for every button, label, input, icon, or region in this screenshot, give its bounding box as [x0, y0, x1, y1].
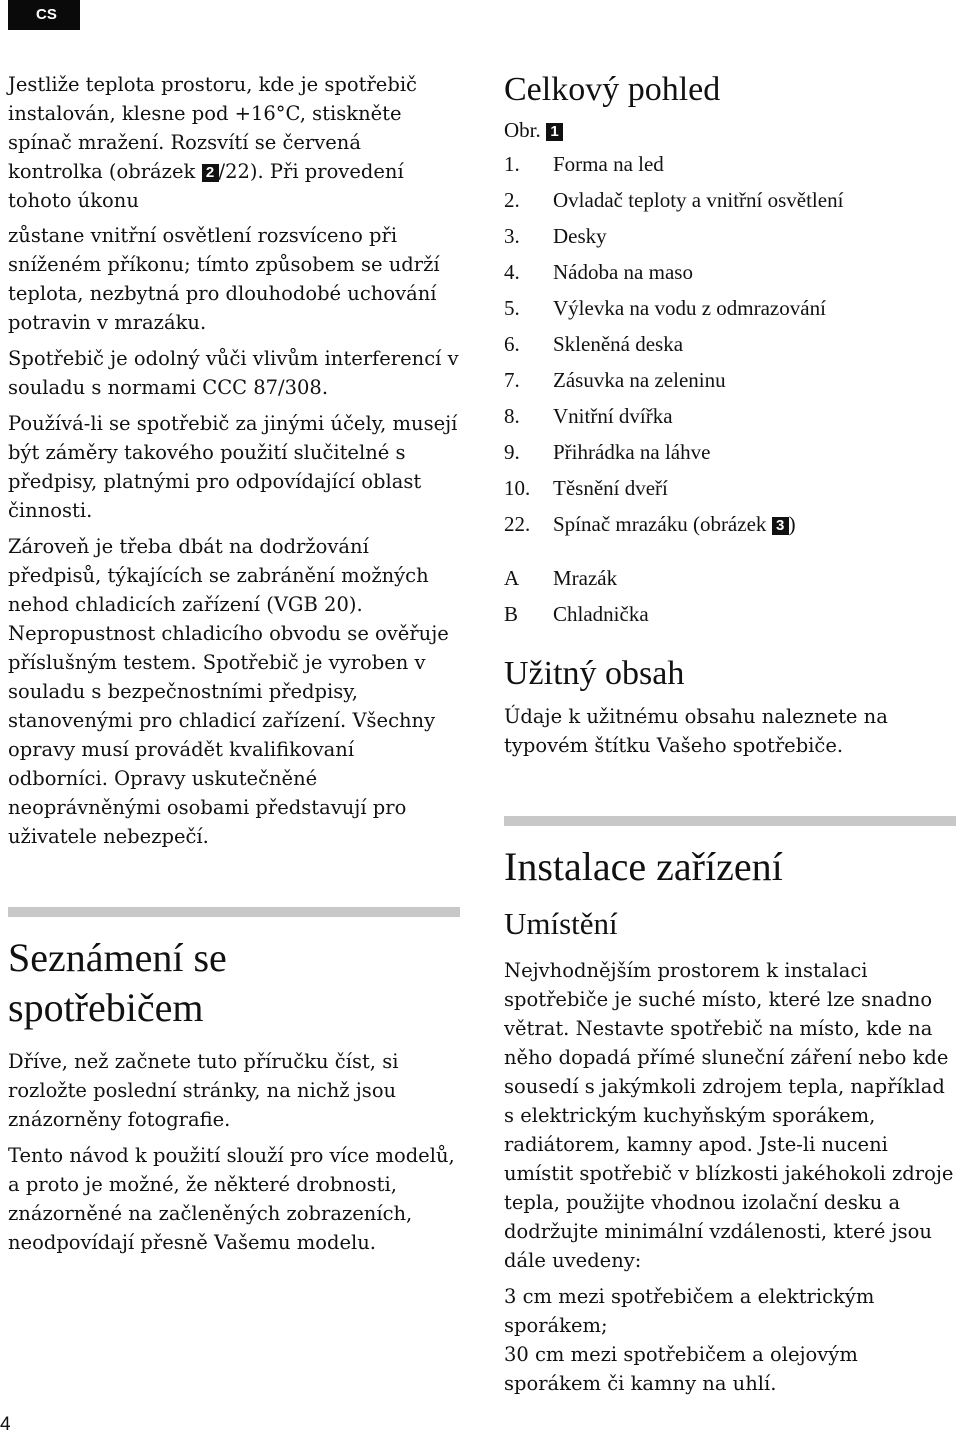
paragraph-distance-electric: 3 cm mezi spotřebičem a elektrickým sporákem;: [504, 1285, 875, 1337]
left-column: [8, 70, 460, 1257]
parts-list: [504, 146, 956, 542]
figure-reference-badge: 1: [546, 123, 563, 141]
list-item: 7. Zásuvka na zeleninu: [504, 368, 726, 392]
paragraph-safety: Zároveň je třeba dbát na dodržování předpisů, týkajících se zabránění možných nehod chladicích zařízení (VGB 20). Nepropustnost chladicího obvodu se ověřuje příslušným testem. Spotřebič je vyroben v souladu s bezpečnostními předpisy, stanovenými pro chladicí zařízení. Všechny opravy musí provádět kvalifikovaní odborníci. Opravy uskutečněné neoprávněnými osobami představují pro uživatele nebezpečí.: [8, 535, 449, 848]
heading-overview: Celkový pohled: [504, 71, 721, 108]
heading-placement: Umístění: [504, 906, 618, 941]
paragraph-unfold-pages: Dříve, než začnete tuto příručku číst, si rozložte poslední stránky, na nichž jsou znázorněny fotografie.: [8, 1050, 399, 1131]
list-item: 4. Nádoba na maso: [504, 260, 693, 284]
heading-capacity: Užitný obsah: [504, 655, 685, 692]
paragraph-placement: Nejvhodnějším prostorem k instalaci spotřebiče je suché místo, které lze snadno větrat. Nestavte spotřebič na místo, kde na něho dopadá přímé sluneční záření nebo kde sousedí s jakýmkoli zdrojem tepla, například s elektrickým kuchyňským sporákem, radiátorem, kamny apod. Jste-li nuceni umístit spotřebič v blízkosti jakéhokoli zdroje tepla, použijte vhodnou izolační desku a dodržujte minimální vzdálenosti, které jsou dále uvedeny:: [504, 959, 954, 1272]
zones-list: [504, 560, 956, 632]
list-item: 2. Ovladač teploty a vnitřní osvětlení: [504, 188, 844, 212]
paragraph-interior-light: zůstane vnitřní osvětlení rozsvíceno při sníženém příkonu; tímto způsobem se udrží teplota, nezbytná pro dlouhodobé uchování potravin v mrazáku.: [8, 224, 440, 334]
language-tag: CS: [8, 0, 80, 30]
page-number: 4: [0, 1414, 11, 1435]
list-item: 5. Výlevka na vodu z odmrazování: [504, 296, 826, 320]
list-item: 9. Přihrádka na láhve: [504, 440, 711, 464]
list-item: 1. Forma na led: [504, 152, 664, 176]
paragraph-capacity: Údaje k užitnému obsahu naleznete na typovém štítku Vašeho spotřebiče.: [504, 705, 888, 757]
list-item: 22. Spínač mrazáku (obrázek 3 ): [504, 512, 796, 536]
section-divider: [8, 907, 460, 917]
list-item: 10. Těsnění dveří: [504, 476, 668, 500]
section-divider: [504, 816, 956, 826]
paragraph-usage: Používá-li se spotřebič za jinými účely, musejí být záměry takového použití slučitelné s předpisy, platnými pro odpovídající oblast činnosti.: [8, 412, 458, 522]
figure-reference-badge: 3: [772, 517, 789, 535]
list-item: B Chladnička: [504, 602, 649, 626]
paragraph-freeze-switch: Jestliže teplota prostoru, kde je spotřebič instalován, klesne pod +16°C, stiskněte spínač mražení. Rozsvítí se červená kontrolka (obrázek 2 /22). Při provedení tohoto úkonu: [8, 73, 417, 212]
right-column: [504, 68, 956, 1398]
list-item: 3. Desky: [504, 224, 607, 248]
paragraph-interference: Spotřebič je odolný vůči vlivům interferencí v souladu s normami CCC 87/308.: [8, 347, 459, 399]
figure-label: Obr. 1: [504, 114, 956, 146]
list-item: 6. Skleněná deska: [504, 332, 684, 356]
heading-intro: Seznámení se spotřebičem: [8, 935, 227, 1030]
list-item: A Mrazák: [504, 566, 618, 590]
list-item: 8. Vnitřní dvířka: [504, 404, 673, 428]
paragraph-distance-oil: 30 cm mezi spotřebičem a olejovým sporákem či kamny na uhlí.: [504, 1343, 858, 1395]
figure-reference-badge: 2: [202, 164, 219, 182]
paragraph-models: Tento návod k použití slouží pro více modelů, a proto je možné, že některé drobnosti, znázorněné na začleněných zobrazeních, neodpovídají přesně Vašemu modelu.: [8, 1144, 455, 1254]
heading-install: Instalace zařízení: [504, 844, 783, 889]
